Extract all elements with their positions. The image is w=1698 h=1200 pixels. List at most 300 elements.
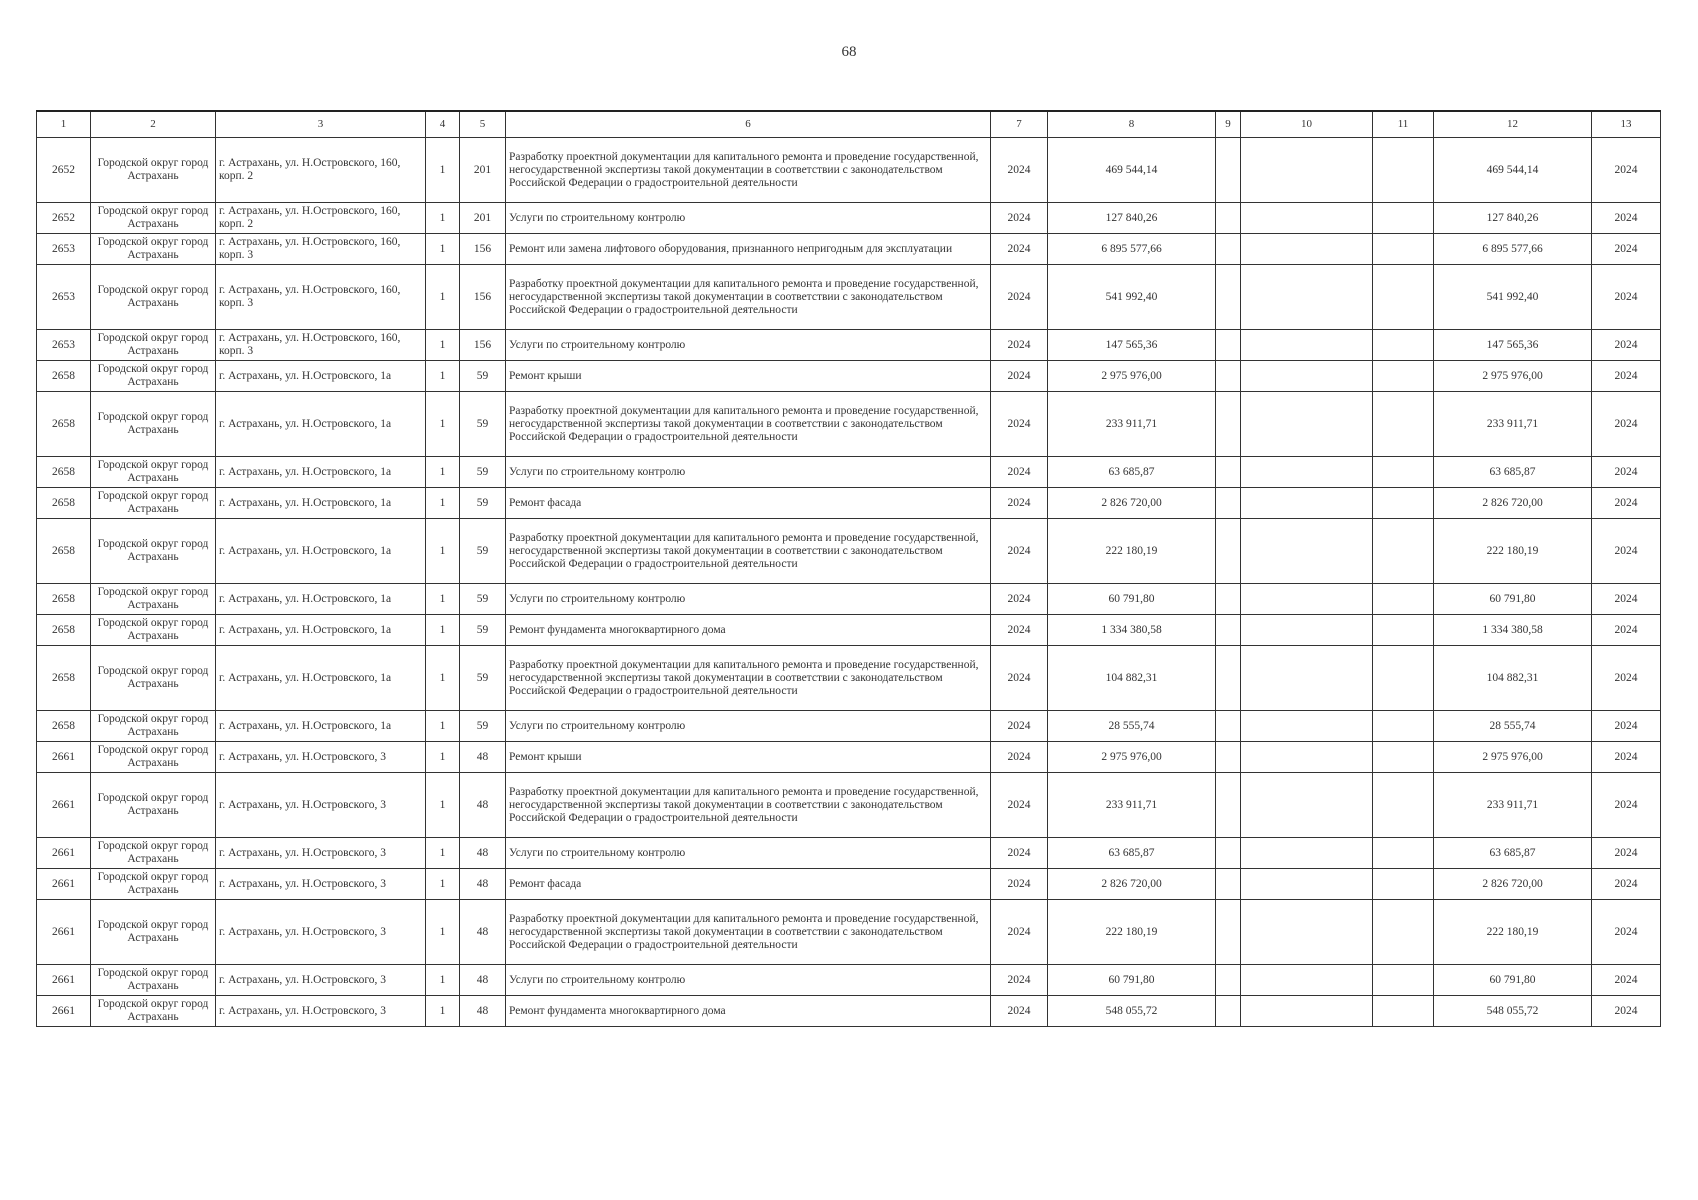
- cell-object-id: [37, 742, 91, 773]
- cell-col-11: [1373, 584, 1434, 615]
- cell-work-type: [506, 203, 991, 234]
- cell-cost-total: [1048, 584, 1216, 615]
- cell-year-end-text: 2024: [1614, 750, 1638, 763]
- cell-municipality: [91, 519, 216, 584]
- cell-col-5: [460, 869, 506, 900]
- cell-cost-fund: [1434, 646, 1592, 711]
- cell-year-end-text: 2024: [1614, 417, 1638, 430]
- cell-cost-fund: [1434, 519, 1592, 584]
- cell-year-end-text: 2024: [1614, 496, 1638, 509]
- cell-address-text: г. Астрахань, ул. Н.Островского, 160, корп. 3: [219, 332, 401, 357]
- cell-work-type-text: Ремонт фасада: [509, 877, 582, 890]
- cell-cost-fund-text: 28 555,74: [1489, 719, 1536, 732]
- cell-municipality: [91, 457, 216, 488]
- cell-cost-fund: [1434, 488, 1592, 519]
- table-row: [37, 234, 1661, 265]
- cell-work-type: [506, 488, 991, 519]
- table-row: [37, 519, 1661, 584]
- cell-col-5-text: 48: [476, 925, 489, 938]
- cell-municipality: [91, 838, 216, 869]
- cell-address: [216, 330, 426, 361]
- cell-municipality-text: Городской округ город Астрахань: [97, 919, 209, 944]
- cell-cost-fund-text: 222 180,19: [1486, 544, 1539, 557]
- cell-col-10: [1241, 265, 1373, 330]
- cell-object-id: [37, 900, 91, 965]
- cell-year: [991, 615, 1048, 646]
- cell-year-text: 2024: [1007, 465, 1031, 478]
- cell-cost-total: [1048, 965, 1216, 996]
- cell-col-4: [426, 392, 460, 457]
- table-body: [37, 138, 1661, 1027]
- cell-work-type: [506, 138, 991, 203]
- cell-cost-fund: [1434, 330, 1592, 361]
- cell-year: [991, 711, 1048, 742]
- cell-year-end-text: 2024: [1614, 544, 1638, 557]
- cell-work-type: [506, 996, 991, 1027]
- cell-cost-total: [1048, 519, 1216, 584]
- cell-year: [991, 457, 1048, 488]
- cell-address-text: г. Астрахань, ул. Н.Островского, 160, корп. 3: [219, 236, 401, 261]
- column-header-1: 1: [37, 111, 91, 138]
- cell-col-4: [426, 488, 460, 519]
- cell-work-type-text: Услуги по строительному контролю: [509, 592, 686, 605]
- cell-object-id: [37, 646, 91, 711]
- cell-year-end-text: 2024: [1614, 877, 1638, 890]
- cell-col-5: [460, 234, 506, 265]
- cell-object-id-text: 2658: [52, 544, 75, 557]
- cell-work-type: [506, 361, 991, 392]
- cell-cost-fund-text: 2 826 720,00: [1482, 877, 1543, 890]
- cell-address: [216, 900, 426, 965]
- cell-address-text: г. Астрахань, ул. Н.Островского, 3: [219, 973, 387, 986]
- cell-address: [216, 773, 426, 838]
- cell-cost-total-text: 2 826 720,00: [1101, 496, 1162, 509]
- cell-address-text: г. Астрахань, ул. Н.Островского, 3: [219, 1004, 387, 1017]
- cell-col-4-text: 1: [439, 369, 446, 382]
- cell-year-end: [1592, 234, 1661, 265]
- cell-object-id: [37, 392, 91, 457]
- cell-col-5-text: 201: [473, 211, 492, 224]
- cell-year-end: [1592, 711, 1661, 742]
- cell-municipality: [91, 392, 216, 457]
- cell-municipality: [91, 330, 216, 361]
- cell-cost-fund-text: 233 911,71: [1486, 417, 1539, 430]
- cell-col-5: [460, 519, 506, 584]
- cell-address-text: г. Астрахань, ул. Н.Островского, 1а: [219, 544, 392, 557]
- table-row: [37, 361, 1661, 392]
- cell-cost-total-text: 541 992,40: [1105, 290, 1158, 303]
- cell-cost-fund-text: 60 791,80: [1489, 592, 1536, 605]
- cell-col-5: [460, 584, 506, 615]
- cell-col-5-text: 48: [476, 846, 489, 859]
- cell-col-4: [426, 138, 460, 203]
- cell-address-text: г. Астрахань, ул. Н.Островского, 1а: [219, 496, 392, 509]
- cell-year-end-text: 2024: [1614, 1004, 1638, 1017]
- cell-cost-fund-text: 6 895 577,66: [1482, 242, 1543, 255]
- cell-col-9: [1216, 488, 1241, 519]
- cell-cost-total: [1048, 488, 1216, 519]
- cell-cost-fund: [1434, 838, 1592, 869]
- cell-col-11: [1373, 330, 1434, 361]
- cell-year-end: [1592, 869, 1661, 900]
- cell-cost-total-text: 63 685,87: [1108, 846, 1155, 859]
- column-header-13: 13: [1592, 111, 1661, 138]
- cell-address: [216, 265, 426, 330]
- cell-cost-fund: [1434, 869, 1592, 900]
- cell-work-type: [506, 519, 991, 584]
- cell-object-id: [37, 519, 91, 584]
- cell-year: [991, 138, 1048, 203]
- cell-col-5-text: 59: [476, 369, 489, 382]
- cell-col-5-text: 59: [476, 719, 489, 732]
- cell-object-id: [37, 869, 91, 900]
- cell-cost-total: [1048, 203, 1216, 234]
- cell-year-end-text: 2024: [1614, 163, 1638, 176]
- cell-cost-total-text: 2 975 976,00: [1101, 369, 1162, 382]
- cell-year-text: 2024: [1007, 496, 1031, 509]
- cell-col-5: [460, 330, 506, 361]
- cell-col-9: [1216, 838, 1241, 869]
- cell-col-4-text: 1: [439, 846, 446, 859]
- cell-cost-total: [1048, 615, 1216, 646]
- cell-work-type-text: Услуги по строительному контролю: [509, 846, 686, 859]
- cell-object-id-text: 2661: [52, 798, 75, 811]
- cell-work-type-text: Разработку проектной документации для капитального ремонта и проведение государственной, негосударственной экспертизы такой документации в соответствии с законодательством Российской Федерации о градостроительной деятельности: [509, 150, 979, 189]
- cell-municipality: [91, 203, 216, 234]
- cell-address-text: г. Астрахань, ул. Н.Островского, 3: [219, 798, 387, 811]
- cell-object-id-text: 2661: [52, 973, 75, 986]
- cell-work-type: [506, 330, 991, 361]
- cell-col-5-text: 48: [476, 877, 489, 890]
- cell-year-end: [1592, 361, 1661, 392]
- cell-address: [216, 711, 426, 742]
- cell-cost-total: [1048, 900, 1216, 965]
- cell-col-10: [1241, 838, 1373, 869]
- cell-year-end: [1592, 138, 1661, 203]
- cell-col-10: [1241, 457, 1373, 488]
- cell-municipality-text: Городской округ город Астрахань: [97, 586, 209, 611]
- cell-work-type-text: Разработку проектной документации для капитального ремонта и проведение государственной, негосударственной экспертизы такой документации в соответствии с законодательством Российской Федерации о градостроительной деятельности: [509, 277, 979, 316]
- cell-col-10: [1241, 996, 1373, 1027]
- cell-year: [991, 584, 1048, 615]
- cell-work-type: [506, 392, 991, 457]
- cell-work-type-text: Ремонт фасада: [509, 496, 582, 509]
- cell-col-4: [426, 900, 460, 965]
- cell-year-end: [1592, 996, 1661, 1027]
- cell-year-end-text: 2024: [1614, 242, 1638, 255]
- cell-cost-fund-text: 63 685,87: [1489, 465, 1536, 478]
- cell-address: [216, 488, 426, 519]
- cell-municipality-text: Городской округ город Астрахань: [97, 205, 209, 230]
- cell-cost-total: [1048, 711, 1216, 742]
- cell-cost-fund-text: 147 565,36: [1486, 338, 1539, 351]
- cell-col-5-text: 48: [476, 1004, 489, 1017]
- cell-municipality: [91, 615, 216, 646]
- cell-cost-fund: [1434, 900, 1592, 965]
- cell-year-text: 2024: [1007, 1004, 1031, 1017]
- cell-col-4: [426, 838, 460, 869]
- cell-cost-total: [1048, 330, 1216, 361]
- cell-work-type-text: Ремонт фундамента многоквартирного дома: [509, 1004, 726, 1017]
- cell-year-text: 2024: [1007, 417, 1031, 430]
- cell-municipality: [91, 900, 216, 965]
- cell-col-10: [1241, 584, 1373, 615]
- cell-cost-total: [1048, 869, 1216, 900]
- cell-work-type: [506, 773, 991, 838]
- cell-cost-fund: [1434, 234, 1592, 265]
- cell-col-9: [1216, 138, 1241, 203]
- cell-col-5-text: 59: [476, 671, 489, 684]
- cell-municipality-text: Городской округ город Астрахань: [97, 967, 209, 992]
- cell-col-9: [1216, 965, 1241, 996]
- table-row: [37, 392, 1661, 457]
- cell-object-id-text: 2661: [52, 1004, 75, 1017]
- cell-year: [991, 773, 1048, 838]
- cell-work-type: [506, 838, 991, 869]
- cell-col-9: [1216, 742, 1241, 773]
- cell-cost-total-text: 1 334 380,58: [1101, 623, 1162, 636]
- cell-year-end: [1592, 330, 1661, 361]
- cell-object-id: [37, 773, 91, 838]
- cell-col-9: [1216, 392, 1241, 457]
- cell-col-5-text: 59: [476, 496, 489, 509]
- cell-municipality-text: Городской округ город Астрахань: [97, 236, 209, 261]
- column-header-9: 9: [1216, 111, 1241, 138]
- cell-work-type-text: Разработку проектной документации для капитального ремонта и проведение государственной, негосударственной экспертизы такой документации в соответствии с законодательством Российской Федерации о градостроительной деятельности: [509, 531, 979, 570]
- cell-year: [991, 392, 1048, 457]
- cell-col-10: [1241, 900, 1373, 965]
- cell-cost-fund: [1434, 203, 1592, 234]
- cell-col-4-text: 1: [439, 338, 446, 351]
- cell-col-4: [426, 361, 460, 392]
- cell-work-type: [506, 742, 991, 773]
- cell-municipality: [91, 742, 216, 773]
- cell-object-id-text: 2658: [52, 496, 75, 509]
- cell-year-text: 2024: [1007, 671, 1031, 684]
- cell-year: [991, 265, 1048, 330]
- cell-work-type: [506, 869, 991, 900]
- cell-year-end: [1592, 392, 1661, 457]
- column-header-8: 8: [1048, 111, 1216, 138]
- cell-address-text: г. Астрахань, ул. Н.Островского, 3: [219, 925, 387, 938]
- cell-address: [216, 457, 426, 488]
- table-row: [37, 773, 1661, 838]
- cell-cost-total-text: 28 555,74: [1108, 719, 1155, 732]
- cell-col-4-text: 1: [439, 671, 446, 684]
- cell-address: [216, 584, 426, 615]
- cell-col-4-text: 1: [439, 592, 446, 605]
- column-header-12: 12: [1434, 111, 1592, 138]
- cell-year-end-text: 2024: [1614, 338, 1638, 351]
- cell-year-text: 2024: [1007, 592, 1031, 605]
- cell-col-4: [426, 330, 460, 361]
- cell-address: [216, 361, 426, 392]
- cell-cost-fund-text: 1 334 380,58: [1482, 623, 1543, 636]
- cell-col-4: [426, 965, 460, 996]
- cell-work-type-text: Разработку проектной документации для капитального ремонта и проведение государственной, негосударственной экспертизы такой документации в соответствии с законодательством Российской Федерации о градостроительной деятельности: [509, 912, 979, 951]
- cell-col-10: [1241, 519, 1373, 584]
- cell-col-5-text: 59: [476, 544, 489, 557]
- cell-object-id-text: 2658: [52, 465, 75, 478]
- cell-year-end: [1592, 488, 1661, 519]
- cell-col-4-text: 1: [439, 290, 446, 303]
- cell-year-text: 2024: [1007, 211, 1031, 224]
- cell-cost-fund: [1434, 773, 1592, 838]
- cell-col-5: [460, 711, 506, 742]
- cell-cost-fund: [1434, 996, 1592, 1027]
- cell-col-10: [1241, 711, 1373, 742]
- cell-col-4-text: 1: [439, 496, 446, 509]
- cell-col-10: [1241, 615, 1373, 646]
- cell-object-id: [37, 838, 91, 869]
- column-header-6: 6: [506, 111, 991, 138]
- cell-municipality-text: Городской округ город Астрахань: [97, 617, 209, 642]
- cell-municipality: [91, 265, 216, 330]
- cell-work-type-text: Услуги по строительному контролю: [509, 465, 686, 478]
- cell-col-11: [1373, 265, 1434, 330]
- column-header-4: 4: [426, 111, 460, 138]
- cell-work-type-text: Услуги по строительному контролю: [509, 338, 686, 351]
- cell-col-5-text: 48: [476, 750, 489, 763]
- cell-col-10: [1241, 742, 1373, 773]
- cell-object-id-text: 2652: [52, 211, 75, 224]
- cell-col-5: [460, 900, 506, 965]
- cell-year-end: [1592, 265, 1661, 330]
- cell-col-4: [426, 265, 460, 330]
- cell-year-end: [1592, 838, 1661, 869]
- cell-cost-fund: [1434, 361, 1592, 392]
- cell-year-end: [1592, 457, 1661, 488]
- cell-cost-total: [1048, 392, 1216, 457]
- table-row: [37, 900, 1661, 965]
- cell-municipality: [91, 584, 216, 615]
- cell-cost-fund: [1434, 584, 1592, 615]
- cell-col-9: [1216, 996, 1241, 1027]
- cell-cost-fund-text: 2 975 976,00: [1482, 750, 1543, 763]
- cell-cost-fund: [1434, 742, 1592, 773]
- cell-cost-fund-text: 60 791,80: [1489, 973, 1536, 986]
- cell-col-9: [1216, 900, 1241, 965]
- cell-col-11: [1373, 965, 1434, 996]
- cell-object-id: [37, 584, 91, 615]
- cell-col-11: [1373, 138, 1434, 203]
- cell-col-9: [1216, 234, 1241, 265]
- cell-cost-total-text: 6 895 577,66: [1101, 242, 1162, 255]
- cell-year-end-text: 2024: [1614, 369, 1638, 382]
- cell-work-type: [506, 234, 991, 265]
- cell-col-4: [426, 457, 460, 488]
- cell-municipality-text: Городской округ город Астрахань: [97, 665, 209, 690]
- cell-address-text: г. Астрахань, ул. Н.Островского, 160, корп. 2: [219, 157, 401, 182]
- cell-cost-total-text: 2 826 720,00: [1101, 877, 1162, 890]
- cell-cost-fund-text: 222 180,19: [1486, 925, 1539, 938]
- cell-col-9: [1216, 615, 1241, 646]
- cell-col-5: [460, 361, 506, 392]
- cell-col-4: [426, 742, 460, 773]
- cell-cost-total-text: 127 840,26: [1105, 211, 1158, 224]
- cell-col-4-text: 1: [439, 1004, 446, 1017]
- cell-year: [991, 996, 1048, 1027]
- cell-col-5: [460, 265, 506, 330]
- cell-cost-total-text: 548 055,72: [1105, 1004, 1158, 1017]
- cell-cost-total-text: 222 180,19: [1105, 544, 1158, 557]
- cell-cost-total: [1048, 742, 1216, 773]
- table-row: [37, 996, 1661, 1027]
- cell-year: [991, 488, 1048, 519]
- cell-address: [216, 519, 426, 584]
- cell-address-text: г. Астрахань, ул. Н.Островского, 1а: [219, 719, 392, 732]
- cell-cost-fund: [1434, 265, 1592, 330]
- cell-work-type-text: Разработку проектной документации для капитального ремонта и проведение государственной, негосударственной экспертизы такой документации в соответствии с законодательством Российской Федерации о градостроительной деятельности: [509, 404, 979, 443]
- table-row: [37, 838, 1661, 869]
- cell-col-10: [1241, 965, 1373, 996]
- cell-cost-fund-text: 2 826 720,00: [1482, 496, 1543, 509]
- table-row: [37, 584, 1661, 615]
- cell-col-11: [1373, 711, 1434, 742]
- cell-col-5-text: 156: [473, 290, 492, 303]
- cell-col-5: [460, 742, 506, 773]
- cell-col-4-text: 1: [439, 750, 446, 763]
- cell-municipality-text: Городской округ город Астрахань: [97, 284, 209, 309]
- cell-col-11: [1373, 234, 1434, 265]
- cell-col-5-text: 201: [473, 163, 492, 176]
- column-header-7: 7: [991, 111, 1048, 138]
- cell-municipality: [91, 773, 216, 838]
- cell-cost-total-text: 60 791,80: [1108, 973, 1155, 986]
- cell-object-id: [37, 234, 91, 265]
- cell-year-end-text: 2024: [1614, 798, 1638, 811]
- cell-object-id-text: 2653: [52, 290, 75, 303]
- cell-year-text: 2024: [1007, 338, 1031, 351]
- cell-work-type: [506, 965, 991, 996]
- cell-col-11: [1373, 838, 1434, 869]
- cell-year-end: [1592, 742, 1661, 773]
- cell-col-4-text: 1: [439, 719, 446, 732]
- cell-col-11: [1373, 996, 1434, 1027]
- table-row: [37, 742, 1661, 773]
- cell-year: [991, 869, 1048, 900]
- cell-col-4-text: 1: [439, 877, 446, 890]
- cell-municipality-text: Городской округ город Астрахань: [97, 332, 209, 357]
- column-header-5: 5: [460, 111, 506, 138]
- cell-year-text: 2024: [1007, 623, 1031, 636]
- cell-year-end: [1592, 646, 1661, 711]
- cell-cost-fund: [1434, 965, 1592, 996]
- cell-year: [991, 203, 1048, 234]
- capital-repair-table: [36, 110, 1661, 1027]
- cell-object-id: [37, 361, 91, 392]
- cell-cost-fund-text: 541 992,40: [1486, 290, 1539, 303]
- column-header-2: 2: [91, 111, 216, 138]
- cell-municipality-text: Городской округ город Астрахань: [97, 871, 209, 896]
- cell-cost-total-text: 222 180,19: [1105, 925, 1158, 938]
- cell-address-text: г. Астрахань, ул. Н.Островского, 1а: [219, 417, 392, 430]
- cell-cost-total: [1048, 361, 1216, 392]
- cell-work-type-text: Услуги по строительному контролю: [509, 719, 686, 732]
- cell-cost-fund-text: 548 055,72: [1486, 1004, 1539, 1017]
- cell-object-id-text: 2661: [52, 750, 75, 763]
- cell-col-5-text: 59: [476, 465, 489, 478]
- cell-col-4-text: 1: [439, 798, 446, 811]
- cell-cost-total: [1048, 457, 1216, 488]
- cell-address: [216, 869, 426, 900]
- cell-address-text: г. Астрахань, ул. Н.Островского, 3: [219, 750, 387, 763]
- cell-municipality-text: Городской округ город Астрахань: [97, 157, 209, 182]
- column-header-10: 10: [1241, 111, 1373, 138]
- cell-object-id: [37, 965, 91, 996]
- cell-address-text: г. Астрахань, ул. Н.Островского, 160, корп. 3: [219, 284, 401, 309]
- cell-cost-total: [1048, 773, 1216, 838]
